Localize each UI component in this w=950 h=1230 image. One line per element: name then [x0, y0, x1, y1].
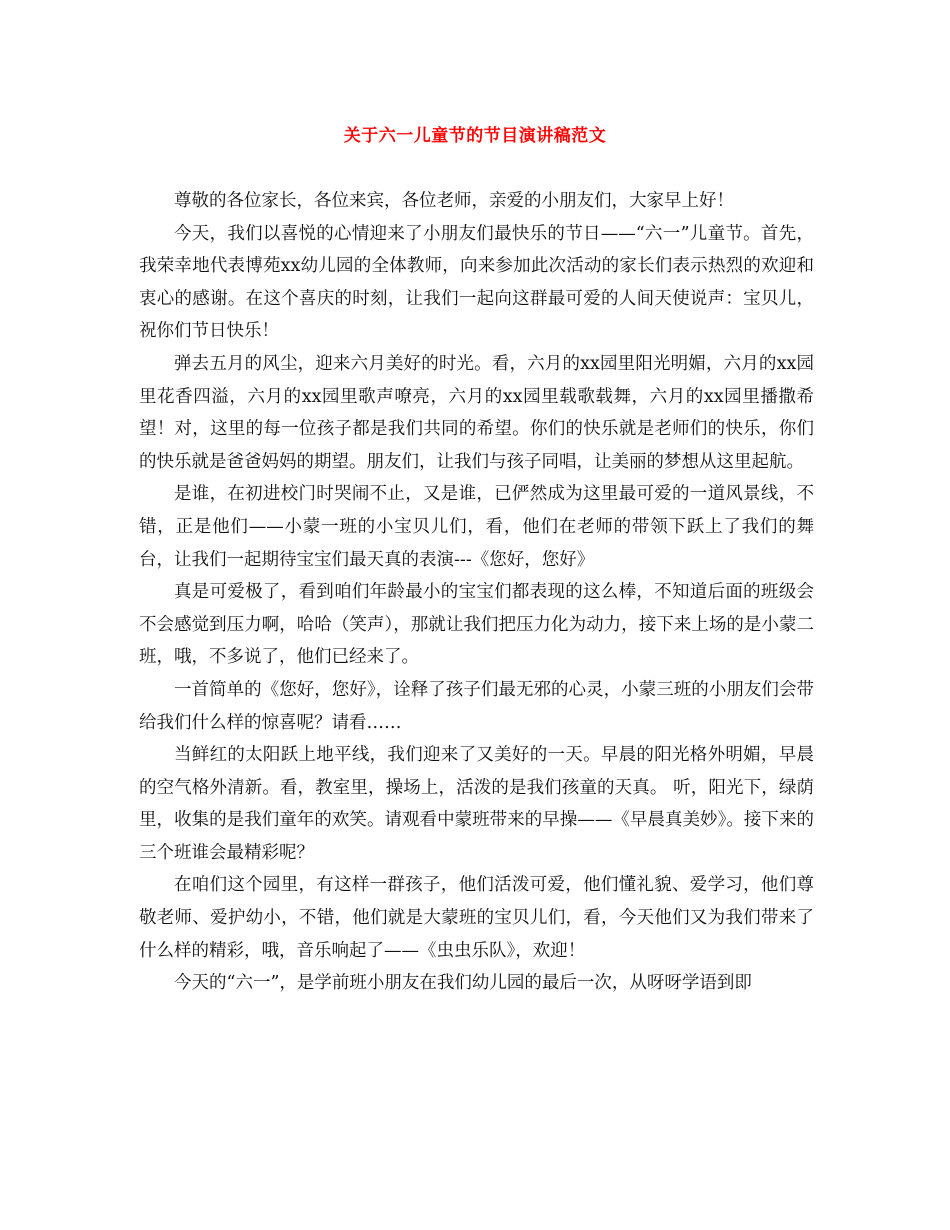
paragraph-morning-exercise: 当鲜红的太阳跃上地平线，我们迎来了又美好的一天。早晨的阳光格外明媚，早晨的空气格外清新。看，教室里，操场上，活泼的是我们孩童的天真。 听，阳光下，绿荫里，收集的是我们童年的欢笑。请观看中蒙班带来的早操——《早晨真美妙》。接下来的三个班谁会最精彩呢？ — [139, 745, 814, 863]
document-body — [139, 185, 814, 1000]
paragraph-june: 弹去五月的风尘，迎来六月美好的时光。看，六月的xx园里阳光明媚，六月的xx园里花香四溢，六月的xx园里歌声嘹亮，六月的xx园里载歌载舞，六月的xx园里播撒希望！对，这里的每一位孩子都是我们共同的希望。你们的快乐就是老师们的快乐，你们的快乐就是爸爸妈妈的期望。朋友们，让我们与孩子同唱，让美丽的梦想从这里起航。 — [139, 353, 814, 472]
paragraph-class-three: 一首简单的《您好，您好》，诠释了孩子们最无邪的心灵，小蒙三班的小朋友们会带给我们什么样的惊喜呢？请看…… — [139, 679, 814, 733]
paragraph-class-two: 真是可爱极了，看到咱们年龄最小的宝宝们都表现的这么棒，不知道后面的班级会不会感觉到压力啊，哈哈（笑声），那就让我们把压力化为动力，接下来上场的是小蒙二班，哦，不多说了，他们已经来了。 — [139, 582, 814, 668]
paragraph-senior-class: 在咱们这个园里，有这样一群孩子，他们活泼可爱，他们懂礼貌、爱学习，他们尊敬老师、爱护幼小，不错，他们就是大蒙班的宝贝儿们，看，今天他们又为我们带来了什么样的精彩，哦，音乐响起了——《虫虫乐队》，欢迎！ — [139, 875, 814, 961]
paragraph-preschool: 今天的“六一”，是学前班小朋友在我们幼儿园的最后一次，从呀呀学语到即 — [174, 973, 752, 994]
paragraph-class-one: 是谁，在初进校门时哭闹不止，又是谁，已俨然成为这里最可爱的一道风景线，不错，正是他们——小蒙一班的小宝贝儿们，看，他们在老师的带领下跃上了我们的舞台，让我们一起期待宝宝们最天真的表演---《您好，您好》 — [139, 484, 814, 570]
paragraph-welcome: 今天，我们以喜悦的心情迎来了小朋友们最快乐的节日——“六一”儿童节。首先，我荣幸地代表博苑xx幼儿园的全体教师，向来参加此次活动的家长们表示热烈的欢迎和衷心的感谢。在这个喜庆的时刻，让我们一起向这群最可爱的人间天使说声：宝贝儿，祝你们节日快乐！ — [139, 223, 814, 342]
document-title: 关于六一儿童节的节目演讲稿范文 — [343, 126, 607, 146]
paragraph-greeting: 尊敬的各位家长，各位来宾，各位老师，亲爱的小朋友们，大家早上好！ — [174, 191, 734, 211]
